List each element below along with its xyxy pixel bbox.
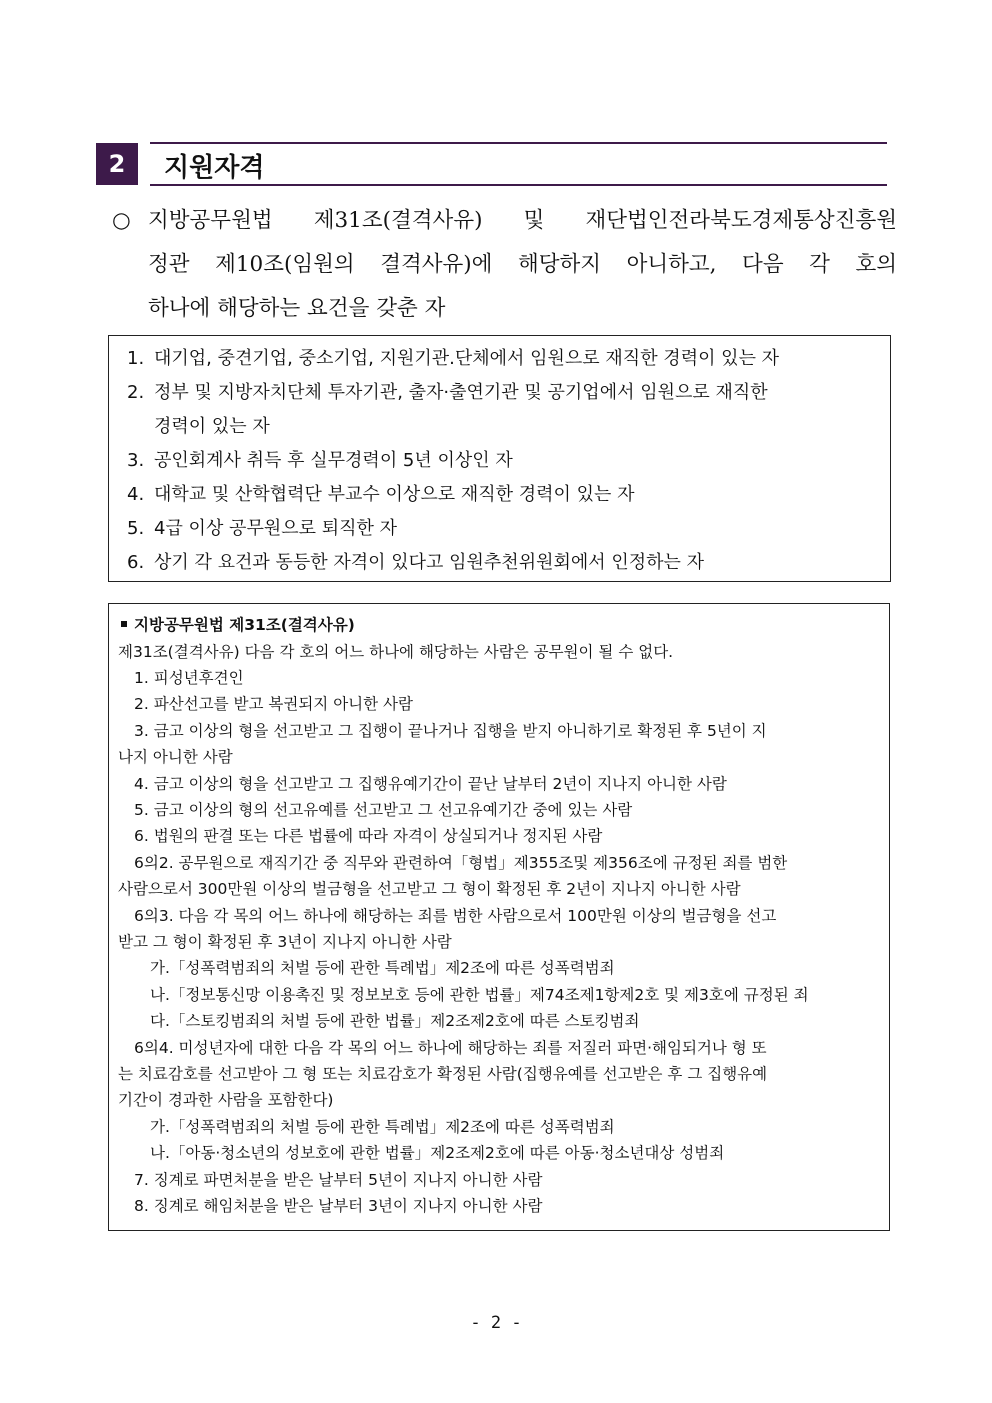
law-line: 1. 피성년후견인 bbox=[134, 669, 244, 687]
section-number-badge: 2 bbox=[96, 143, 138, 185]
law-line: 3. 금고 이상의 형을 선고받고 그 집행이 끝나거나 집행을 받지 아니하기로 확정된 후 5년이 지 bbox=[134, 722, 767, 740]
law-line: 기간이 경과한 사람을 포함한다) bbox=[118, 1091, 334, 1109]
law-line: 나.「아동·청소년의 성보호에 관한 법률」제2조제2호에 따른 아동·청소년대상 성범죄 bbox=[150, 1144, 725, 1162]
intro-line: 하나에 해당하는 요건을 갖춘 자 bbox=[148, 296, 446, 321]
section-header bbox=[96, 142, 887, 186]
law-line: 사람으로서 300만원 이상의 벌금형을 선고받고 그 형이 확정된 후 2년이 지나지 아니한 사람 bbox=[118, 880, 741, 898]
law-excerpt-box bbox=[108, 603, 890, 1231]
law-line: 나.「정보통신망 이용촉진 및 정보보호 등에 관한 법률」제74조제1항제2호 및 제3호에 규정된 죄 bbox=[150, 986, 809, 1004]
law-line: 나지 아니한 사람 bbox=[118, 748, 233, 766]
law-line: 6의4. 미성년자에 대한 다음 각 목의 어느 하나에 해당하는 죄를 저질러 파면·해임되거나 형 또 bbox=[134, 1039, 767, 1057]
law-line: 받고 그 형이 확정된 후 3년이 지나지 아니한 사람 bbox=[118, 933, 452, 951]
law-line: 는 치료감호를 선고받아 그 형 또는 치료감호가 확정된 사람(집행유예를 선고받은 후 그 집행유예 bbox=[118, 1065, 768, 1083]
law-heading: 지방공무원법 제31조(결격사유) bbox=[121, 613, 355, 635]
page-number: - 2 - bbox=[470, 1313, 522, 1333]
law-line: 5. 금고 이상의 형의 선고유예를 선고받고 그 선고유예기간 중에 있는 사람 bbox=[134, 801, 633, 819]
list-item: 4. 대학교 및 산학협력단 부교수 이상으로 재직한 경력이 있는 자 bbox=[127, 484, 635, 505]
law-line: 제31조(결격사유) 다음 각 호의 어느 하나에 해당하는 사람은 공무원이 될 수 없다. bbox=[118, 643, 674, 661]
list-item-continuation: 경력이 있는 자 bbox=[154, 416, 270, 437]
law-line: 6의2. 공무원으로 재직기간 중 직무와 관련하여「형법」제355조및 제356조에 규정된 죄를 범한 bbox=[134, 854, 788, 872]
law-line: 8. 징계로 해임처분을 받은 날부터 3년이 지나지 아니한 사람 bbox=[134, 1197, 543, 1215]
law-line: 7. 징계로 파면처분을 받은 날부터 5년이 지나지 아니한 사람 bbox=[134, 1171, 543, 1189]
circle-bullet-icon: ○ bbox=[112, 208, 131, 233]
header-rule-bottom bbox=[150, 184, 887, 186]
list-item: 2. 정부 및 지방자치단체 투자기관, 출자·출연기관 및 공기업에서 임원으로 재직한 bbox=[127, 382, 768, 403]
law-line: 6의3. 다음 각 목의 어느 하나에 해당하는 죄를 범한 사람으로서 100만원 이상의 벌금형을 선고 bbox=[134, 907, 777, 925]
law-line: 가.「성폭력범죄의 처벌 등에 관한 특례법」제2조에 따른 성폭력범죄 bbox=[150, 959, 615, 977]
list-item: 6. 상기 각 요건과 동등한 자격이 있다고 임원추천위원회에서 인정하는 자 bbox=[127, 552, 705, 573]
law-line: 가.「성폭력범죄의 처벌 등에 관한 특례법」제2조에 따른 성폭력범죄 bbox=[150, 1118, 615, 1136]
law-line: 다.「스토킹범죄의 처벌 등에 관한 법률」제2조제2호에 따른 스토킹범죄 bbox=[150, 1012, 640, 1030]
square-bullet-icon bbox=[121, 621, 127, 627]
intro-line: 정관 제10조(임원의 결격사유)에 해당하지 아니하고, 다음 각 호의 bbox=[148, 252, 897, 277]
header-rule-top bbox=[150, 142, 887, 144]
list-item: 3. 공인회계사 취득 후 실무경력이 5년 이상인 자 bbox=[127, 450, 513, 471]
qualifications-box bbox=[108, 335, 891, 582]
list-item: 5. 4급 이상 공무원으로 퇴직한 자 bbox=[127, 518, 397, 539]
intro-line: 지방공무원법 제31조(결격사유) 및 재단법인전라북도경제통상진흥원 bbox=[148, 208, 897, 233]
list-item: 1. 대기업, 중견기업, 중소기업, 지원기관.단체에서 임원으로 재직한 경력이 있는 자 bbox=[127, 348, 780, 369]
law-line: 2. 파산선고를 받고 복권되지 아니한 사람 bbox=[134, 695, 413, 713]
law-line: 6. 법원의 판결 또는 다른 법률에 따라 자격이 상실되거나 정지된 사람 bbox=[134, 827, 603, 845]
law-line: 4. 금고 이상의 형을 선고받고 그 집행유예기간이 끝난 날부터 2년이 지나지 아니한 사람 bbox=[134, 775, 727, 793]
section-title: 지원자격 bbox=[164, 153, 265, 183]
